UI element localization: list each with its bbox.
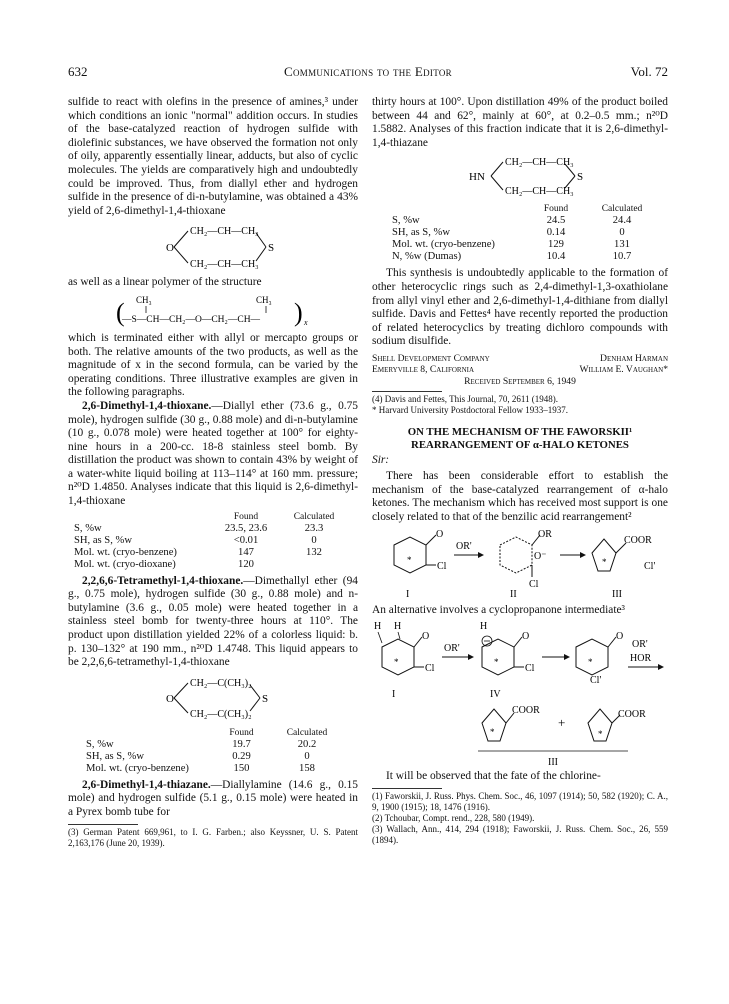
footnote: (3) German Patent 669,961, to I. G. Farben.; also Keyssner, U. S. Patent 2,163,176 (June 20, 1939). [68, 826, 358, 848]
tetramethyl-thioxane-structure [138, 671, 288, 725]
svg-text:H: H [394, 621, 402, 632]
volume-label: Vol. 72 [630, 64, 668, 79]
svg-text:Cl: Cl [529, 579, 539, 591]
svg-text:HOR: HOR [630, 653, 652, 664]
paragraph: 2,6-Dimethyl-1,4-thioxane.—Diallyl ether (73.6 g., 0.75 mole), hydrogen sulfide (30 g., 0.88 mole) and di-n-butylamine (10 g., 0.078 mole) were heated together at 100° for eighty-nine hours in a 200-cc. 18-8 stainless steel bomb. By distillation the product was shown to contain 43% by weight of a water-white liquid boiling at 113–114° at 160 mm. pressure; n²⁰D 1.4850. Analyses indicate that this liquid is 2,6-dimethyl-1,4-thioxane [68, 399, 358, 508]
paragraph: It will be observed that the fate of the chlorine- [386, 770, 601, 782]
paragraph: An alternative involves a cyclopropanone intermediate³ [372, 604, 625, 617]
paragraph: 2,2,6,6-Tetramethyl-1,4-thioxane.—Dimethallyl ether (94 g., 0.75 mole), hydrogen sulfide (30 g., 0.88 mole) and n-butylamine (3.6 g., 0.05 mole) were heated together in a stainless steel bomb for twenty-three hours at 110°. The product upon distillation yielded 22% of a colorless liquid: b. p. 130–132° at 190 mm., n²⁰D 1.4748. This liquid appears to be 2,2,6,6-tetramethyl-1,4-thioxane [68, 574, 358, 669]
section-heading: 2,6-Dimethyl-1,4-thiazane. [82, 778, 211, 791]
svg-text:CH₂—C(CH₃)₂: CH₂—C(CH₃)₂ [190, 677, 252, 689]
paragraph: sulfide to react with olefins in the presence of amines,³ under which conditions an ionic "normal" addition occurs. In studies of the base-catalyzed reaction of hydrogen sulfide with diolefinic substances, we have observed the formation not only of oily, apparently essentially linear, adducts, but also of cyclic molecules. The yields are comparatively high and undoubtedly could be improved. Thus, from diallyl ether and hydrogen sulfide in the presence of di-n-butylamine, was obtained a 43% yield of 2,6-dimethyl-1,4-thioxane [68, 96, 358, 217]
svg-text:OR': OR' [632, 639, 648, 650]
polymer-structure [108, 291, 318, 331]
table-row: S, %w 23.5, 23.6 23.3 [74, 522, 324, 534]
section-heading: 2,6-Dimethyl-1,4-thioxane. [82, 399, 212, 412]
ring-top: CH₂—CH—CH₃ [190, 226, 259, 238]
table-row: N, %w (Dumas) 10.4 10.7 [392, 251, 632, 263]
svg-text:*: * [598, 729, 603, 739]
analysis-table: Found Calculated S, %w 23.5, 23.6 23.3 SH, as S, %w <0.01 0 Mol. wt. (cryo-benzene) 147 132 Mol. wt. (cryo-dioxane) 120 [70, 511, 348, 571]
table-row: Mol. wt. (cryo-dioxane) 120 [74, 558, 254, 570]
svg-text:COOR: COOR [618, 709, 646, 720]
svg-text:+: + [558, 715, 566, 730]
svg-text:O: O [436, 529, 444, 541]
svg-text:Cl: Cl [437, 561, 447, 573]
signature-block: Shell Development Company Denham Harman [372, 352, 668, 364]
svg-text:S: S [262, 692, 269, 705]
running-title: Communications to the Editor [284, 64, 452, 79]
svg-text:O⁻: O⁻ [534, 551, 547, 563]
article-title: ON THE MECHANISM OF THE FAWORSKII¹ REARRANGEMENT OF α-HALO KETONES [407, 426, 633, 451]
ring-bottom: CH₂—CH—CH₃ [190, 259, 259, 271]
footnote: (4) Davis and Fettes, This Journal, 70, 2611 (1948). [372, 394, 558, 405]
received-date: Received September 6, 1949 [464, 375, 576, 387]
footnote: (1) Faworskii, J. Russ. Phys. Chem. Soc., 46, 1097 (1914); 50, 582 (1920); C. A., 9, 1900 (1915); 18, 1476 (1916). [372, 790, 668, 812]
svg-text:II: II [510, 589, 517, 601]
table-row: S, %w 19.7 20.2 [86, 738, 317, 750]
svg-text:I: I [392, 689, 396, 700]
svg-text:): ) [294, 297, 303, 327]
table-row: SH, as S, %w 0.14 0 [392, 227, 625, 239]
svg-text:Cl: Cl [525, 663, 535, 674]
right-column [372, 96, 668, 846]
section-heading: 2,2,6,6-Tetramethyl-1,4-thioxane. [82, 574, 244, 587]
svg-text:*: * [407, 555, 412, 566]
analysis-table: Found Calculated S, %w 19.7 20.2 SH, as S, %w 0.29 0 Mol. wt. (cryo-benzene) 150 158 [82, 727, 341, 775]
svg-text:HN: HN [469, 171, 485, 184]
svg-text:H: H [374, 621, 382, 632]
ring-sulfur: S [268, 242, 275, 255]
svg-text:CH₂—C(CH₃)₂: CH₂—C(CH₃)₂ [190, 708, 252, 720]
footnote: (2) Tchoubar, Compt. rend., 228, 580 (1949). [372, 812, 535, 823]
svg-text:COOR: COOR [512, 705, 540, 716]
polymer-chain: —S—CH—CH₂—O—CH₂—CH— [122, 314, 261, 325]
table-row: SH, as S, %w 0.29 0 [86, 750, 310, 762]
svg-text:O: O [616, 631, 624, 642]
svg-text:III: III [612, 589, 622, 601]
svg-text:*: * [602, 557, 607, 568]
svg-text:(: ( [116, 297, 125, 327]
svg-text:CH₂—CH—CH₃: CH₂—CH—CH₃ [505, 157, 574, 169]
thiazane-structure [445, 151, 595, 201]
svg-text:IV: IV [490, 689, 501, 700]
polymer-index: x [304, 317, 308, 327]
table-row: Mol. wt. (cryo-benzene) 129 131 [392, 239, 630, 251]
paragraph: which is terminated either with allyl or mercapto groups or both. The relative amounts of the two products, as well as the magnitude of x in the second formula, can be varied by the operating conditions. Three illustrative examples are given in the following paragraphs. [68, 331, 358, 399]
svg-text:Cl: Cl [425, 663, 435, 674]
table-row: SH, as S, %w <0.01 0 [74, 534, 317, 546]
svg-text:OR': OR' [444, 643, 460, 654]
svg-text:III: III [548, 757, 558, 768]
svg-text:S: S [577, 171, 584, 184]
paragraph: 2,6-Dimethyl-1,4-thiazane.—Diallylamine (14.6 g., 0.15 mole) and hydrogen sulfide (5.1 g., 0.15 mole) were heated in a Pyrex bomb tube for [68, 778, 358, 818]
thioxane-structure [138, 219, 288, 275]
benzilic-mechanism-scheme [372, 525, 668, 603]
svg-text:I: I [406, 589, 410, 601]
paragraph: This synthesis is undoubtedly applicable to the formation of other heterocyclic rings such as 2,4-dimethyl-1,3-oxathiolane from allyl vinyl ether and 2,6-dimethyl-1,4-dithiane from diallyl sulfide. Davis and Fettes⁴ have recently reported the production of related heterocyclics by treating dichloro compounds with sodium disulfide. [372, 267, 668, 348]
svg-text:Cl': Cl' [644, 561, 656, 573]
page-number: 632 [68, 64, 88, 79]
svg-text:OR': OR' [456, 541, 472, 553]
svg-text:*: * [490, 727, 495, 737]
salutation: Sir: [372, 454, 390, 467]
analysis-table: Found Calculated S, %w 24.5 24.4 SH, as S, %w 0.14 0 Mol. wt. (cryo-benzene) 129 131 N, %w (Dumas) 10.4 10.7 [388, 203, 656, 263]
svg-text:COOR: COOR [624, 535, 652, 547]
footnote: (3) Wallach, Ann., 414, 294 (1918); Faworskii, J. Russ. Chem. Soc., 26, 559 (1894). [372, 823, 668, 845]
cyclopropanone-mechanism-scheme [372, 619, 668, 769]
svg-text:CH₂—CH—CH₃: CH₂—CH—CH₃ [505, 186, 574, 198]
svg-text:O: O [422, 631, 430, 642]
svg-text:Cl': Cl' [590, 675, 602, 686]
signature-block: Emeryville 8, California William E. Vaughan* [372, 364, 668, 376]
paragraph: thirty hours at 100°. Upon distillation 49% of the product boiled between 44 and 62°, mainly at 60°, at 0.2–0.5 mm.; n²⁰D 1.5882. Analyses of this fraction indicate that it is 2,6-dimethyl-1,4-thiazane [372, 96, 668, 149]
svg-text:*: * [394, 657, 399, 667]
table-row: S, %w 24.5 24.4 [392, 215, 632, 227]
ring-oxygen: O [166, 242, 174, 255]
footnote: * Harvard University Postdoctoral Fellow 1933–1937. [372, 405, 568, 416]
svg-text:*: * [588, 657, 593, 667]
svg-text:OR: OR [538, 529, 552, 541]
table-row: Mol. wt. (cryo-benzene) 147 132 [74, 546, 322, 558]
svg-text:H: H [480, 621, 488, 632]
left-column [68, 96, 358, 849]
page-header [68, 64, 668, 82]
paragraph: as well as a linear polymer of the structure [68, 276, 262, 289]
svg-text:O: O [522, 631, 530, 642]
svg-text:O: O [166, 692, 174, 705]
methyl-label: CH₃ [256, 294, 272, 305]
table-row: Mol. wt. (cryo-benzene) 150 158 [86, 762, 315, 774]
methyl-label: CH₃ [136, 294, 152, 305]
svg-text:*: * [494, 657, 499, 667]
paragraph: There has been considerable effort to establish the mechanism of the base-catalyzed rearrangement of α-halo ketones. The mechanism which has received most support is one closely related to that of the benzilic acid rearrangement² [372, 470, 668, 523]
